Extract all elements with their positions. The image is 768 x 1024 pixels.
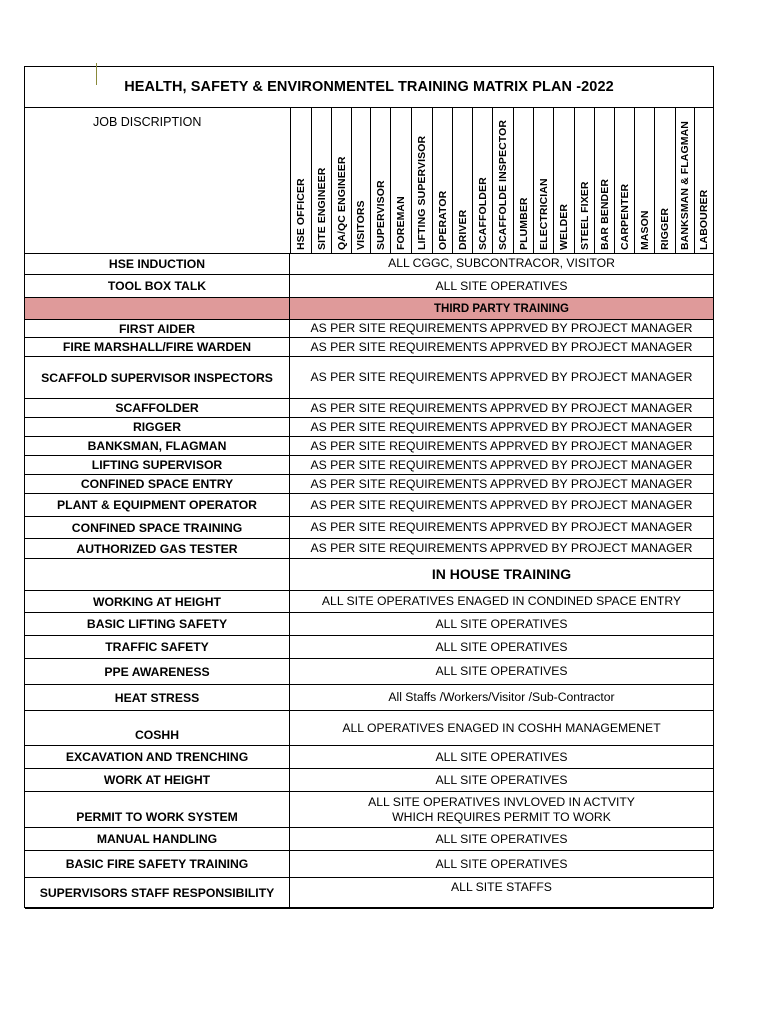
applies-to-cell: AS PER SITE REQUIREMENTS APPRVED BY PROJECT MANAGER <box>310 541 693 555</box>
training-row <box>25 437 713 456</box>
applies-to-cell: ALL SITE OPERATIVES <box>435 856 568 871</box>
job-column-header <box>390 107 411 253</box>
training-name: FIRE MARSHALL/FIRE WARDEN <box>25 338 290 356</box>
training-row <box>25 851 713 878</box>
job-column-label: QA/QC ENGINEER <box>335 156 348 250</box>
applies-to-cell: AS PER SITE REQUIREMENTS APPRVED BY PROJECT MANAGER <box>310 321 693 335</box>
job-column-header <box>311 107 331 253</box>
training-row <box>25 275 713 298</box>
training-name: SCAFFOLDER <box>25 399 290 417</box>
in-house-section-row <box>25 559 713 591</box>
training-row <box>25 613 713 636</box>
job-column-header <box>574 107 594 253</box>
training-name: RIGGER <box>25 418 290 436</box>
applies-to-cell: ALL CGGC, SUBCONTRACOR, VISITOR <box>388 256 615 270</box>
job-column-header <box>694 107 713 253</box>
job-column-header <box>533 107 553 253</box>
job-column-label: SCAFFOLDE INSPECTOR <box>497 119 509 250</box>
job-column-label: DRIVER <box>456 209 469 250</box>
job-column-header <box>513 107 533 253</box>
job-column-label: LIFTING SUPERVISOR <box>416 135 428 250</box>
training-name: EXCAVATION AND TRENCHING <box>25 746 290 768</box>
applies-to-cell: ALL SITE OPERATIVES <box>435 772 568 787</box>
applies-to-cell: ALL SITE OPERATIVES <box>435 664 568 678</box>
training-row <box>25 475 713 494</box>
training-name: AUTHORIZED GAS TESTER <box>25 539 290 558</box>
applies-to-cell: AS PER SITE REQUIREMENTS APPRVED BY PROJECT MANAGER <box>310 339 693 354</box>
job-column-label: PLUMBER <box>517 197 530 250</box>
job-column-label: SCAFFOLDER <box>476 177 489 250</box>
job-column-header <box>370 107 390 253</box>
job-column-header <box>675 107 694 253</box>
applies-to-cell: AS PER SITE REQUIREMENTS APPRVED BY PROJECT MANAGER <box>310 520 693 534</box>
job-column-label: WELDER <box>558 203 570 250</box>
applies-to-cell: AS PER SITE REQUIREMENTS APPRVED BY PROJECT MANAGER <box>310 419 693 434</box>
applies-to-cell: ALL SITE OPERATIVES <box>435 278 568 293</box>
training-row <box>25 320 713 338</box>
job-column-header <box>351 107 370 253</box>
job-description-label: JOB DISCRIPTION <box>93 115 202 129</box>
job-column-label: SITE ENGINEER <box>315 167 328 250</box>
job-column-header <box>654 107 675 253</box>
training-name: PERMIT TO WORK SYSTEM <box>25 792 290 827</box>
job-column-label: LABOURER <box>698 189 710 250</box>
applies-to-cell: ALL OPERATIVES ENAGED IN COSHH MANAGEMENET <box>342 720 661 735</box>
job-column-label: OPERATOR <box>436 190 449 250</box>
training-row <box>25 357 713 399</box>
applies-to-cell: ALL SITE OPERATIVES <box>435 832 568 846</box>
training-name: TOOL BOX TALK <box>25 275 290 297</box>
training-name: COSHH <box>25 711 290 745</box>
section-title: THIRD PARTY TRAINING <box>433 302 570 315</box>
training-name: BASIC FIRE SAFETY TRAINING <box>25 851 290 877</box>
job-column-label: BAR BENDER <box>598 178 611 250</box>
training-name: TRAFFIC SAFETY <box>25 636 290 658</box>
training-name <box>25 559 290 590</box>
training-name: PPE AWARENESS <box>25 659 290 684</box>
job-column-header <box>331 107 351 253</box>
applies-to-cell: ALL SITE OPERATIVES <box>435 639 568 654</box>
training-row <box>25 792 713 828</box>
training-name: FIRST AIDER <box>25 320 290 337</box>
job-column-header <box>452 107 472 253</box>
job-column-header <box>634 107 654 253</box>
training-row <box>25 456 713 475</box>
training-name: SCAFFOLD SUPERVISOR INSPECTORS <box>25 357 290 398</box>
job-column-label: BANKSMAN & FLAGMAN <box>679 121 691 250</box>
training-row <box>25 711 713 746</box>
job-column-label: MASON <box>638 210 651 250</box>
training-row <box>25 769 713 792</box>
training-name: BASIC LIFTING SAFETY <box>25 613 290 635</box>
job-column-label: STEEL FIXER <box>578 181 591 250</box>
training-name: CONFINED SPACE ENTRY <box>25 475 290 493</box>
job-column-label: VISITORS <box>355 200 367 250</box>
column-header-band <box>25 107 713 254</box>
training-name: BANKSMAN, FLAGMAN <box>25 437 290 455</box>
applies-to-cell: AS PER SITE REQUIREMENTS APPRVED BY PROJECT MANAGER <box>310 476 693 491</box>
job-column-header <box>594 107 614 253</box>
training-name: WORK AT HEIGHT <box>25 769 290 791</box>
job-column-label: SUPERVISOR <box>374 180 387 250</box>
applies-to-cell: ALL SITE STAFFS <box>451 880 552 894</box>
job-column-label: FOREMAN <box>395 196 407 250</box>
training-name: WORKING AT HEIGHT <box>25 591 290 612</box>
training-name: MANUAL HANDLING <box>25 828 290 850</box>
applies-to-cell: ALL SITE OPERATIVES INVLOVED IN ACTVITY WHICH REQUIRES PERMIT TO WORK <box>368 794 635 824</box>
training-name: HEAT STRESS <box>25 685 290 710</box>
applies-to-cell: AS PER SITE REQUIREMENTS APPRVED BY PROJECT MANAGER <box>310 497 693 512</box>
training-row <box>25 746 713 769</box>
applies-to-cell: AS PER SITE REQUIREMENTS APPRVED BY PROJECT MANAGER <box>310 400 693 415</box>
training-row <box>25 878 713 909</box>
training-row <box>25 517 713 539</box>
job-column-header <box>432 107 452 253</box>
job-column-header <box>492 107 513 253</box>
section-blank-cell <box>25 298 290 319</box>
section-header-row <box>25 298 713 320</box>
training-name: SUPERVISORS STAFF RESPONSIBILITY <box>25 878 290 908</box>
job-column-label: HSE OFFICER <box>295 178 307 250</box>
applies-to-cell: AS PER SITE REQUIREMENTS APPRVED BY PROJECT MANAGER <box>310 370 693 384</box>
training-row <box>25 338 713 357</box>
applies-to-cell: AS PER SITE REQUIREMENTS APPRVED BY PROJECT MANAGER <box>310 438 693 453</box>
applies-to-cell: ALL SITE OPERATIVES <box>435 616 568 631</box>
training-name: LIFTING SUPERVISOR <box>25 456 290 474</box>
training-row <box>25 494 713 517</box>
applies-to-cell: ALL SITE OPERATIVES ENAGED IN CONDINED SPACE ENTRY <box>321 594 682 608</box>
training-name: PLANT & EQUIPMENT OPERATOR <box>25 494 290 516</box>
training-row <box>25 591 713 613</box>
training-row <box>25 399 713 418</box>
training-row <box>25 253 713 275</box>
job-column-header <box>290 107 311 253</box>
training-row <box>25 418 713 437</box>
training-matrix-sheet <box>24 66 714 908</box>
training-row <box>25 539 713 559</box>
job-column-label: ELECTRICIAN <box>537 178 550 250</box>
training-row <box>25 828 713 851</box>
job-column-header <box>614 107 634 253</box>
applies-to-cell: ALL SITE OPERATIVES <box>435 749 568 764</box>
job-column-header <box>411 107 432 253</box>
training-row <box>25 636 713 659</box>
training-row <box>25 659 713 685</box>
job-column-label: RIGGER <box>659 207 671 250</box>
in-house-section-title: IN HOUSE TRAINING <box>431 566 572 582</box>
document-title: HEALTH, SAFETY & ENVIRONMENTEL TRAINING MATRIX PLAN -2022 <box>25 67 713 108</box>
job-column-header <box>553 107 574 253</box>
job-column-header <box>472 107 492 253</box>
applies-to-cell: AS PER SITE REQUIREMENTS APPRVED BY PROJECT MANAGER <box>310 457 693 472</box>
training-name: HSE INDUCTION <box>25 253 290 274</box>
job-column-label: CARPENTER <box>618 183 631 250</box>
training-row <box>25 685 713 711</box>
applies-to-cell: All Staffs /Workers/Visitor /Sub-Contractor <box>388 690 615 704</box>
training-name: CONFINED SPACE TRAINING <box>25 517 290 538</box>
